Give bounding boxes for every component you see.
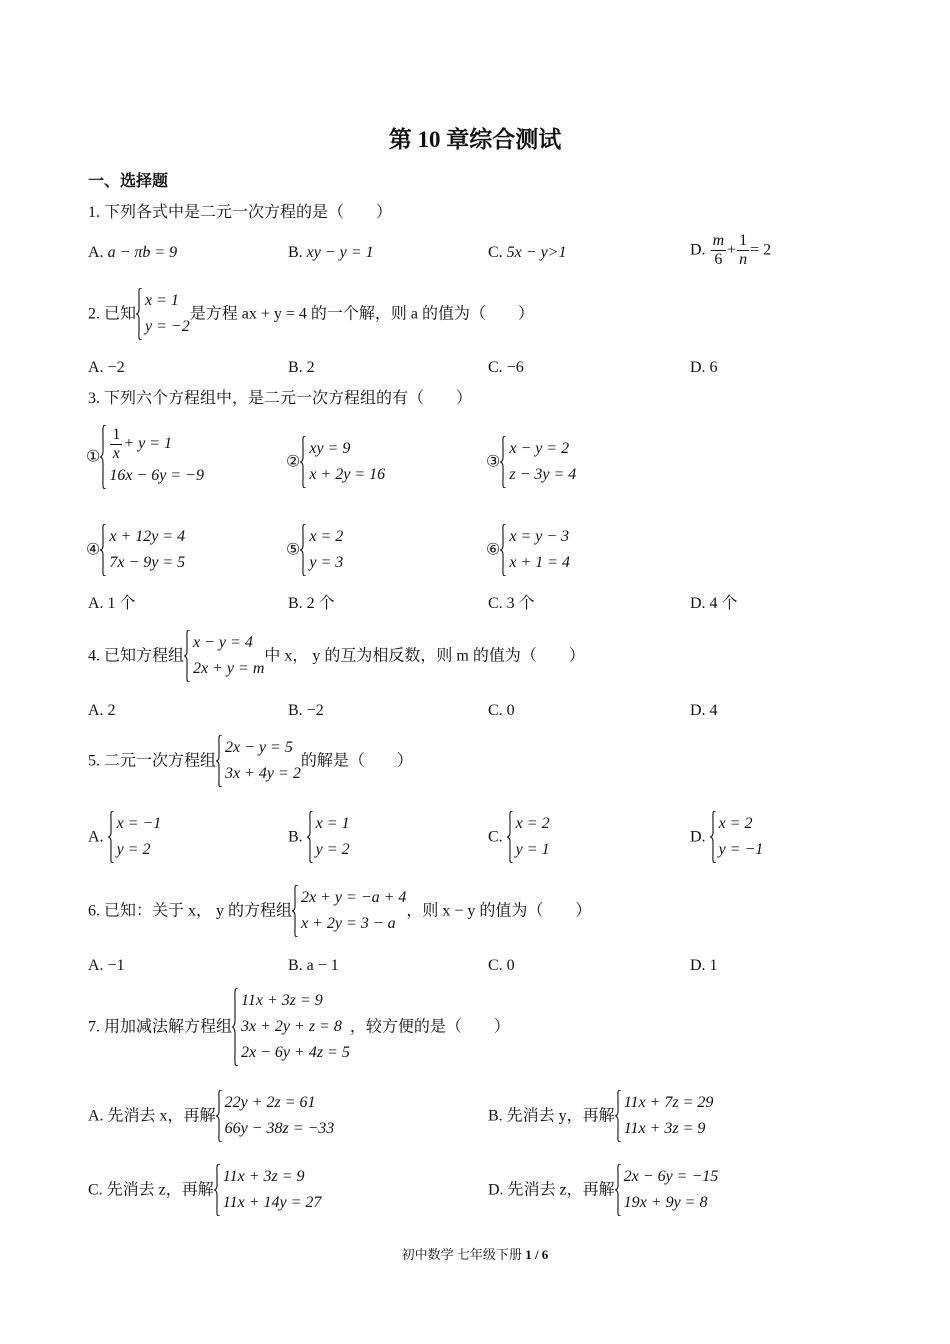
brace-icon xyxy=(300,524,306,576)
q3-system-5: ⑤ x = 2 y = 3 xyxy=(286,524,343,576)
brace-icon xyxy=(615,1164,621,1216)
question-4-stem: 4. 已知方程组 x − y = 4 2x + y = m 中 x， y 的互为相反数，则 m 的值为（ ） xyxy=(88,630,585,682)
q3-system-3: ③ x − y = 2 z − 3y = 4 xyxy=(486,436,576,488)
question-7-stem: 7. 用加减法解方程组 11x + 3z = 9 3x + 2y + z = 8 2x − 6y + 4z = 5 ，较方便的是（ ） xyxy=(88,988,510,1066)
brace-icon xyxy=(615,1090,621,1142)
brace-icon xyxy=(136,288,142,340)
q7-option-d: D. 先消去 z，再解 2x − 6y = −15 19x + 9y = 8 xyxy=(488,1164,718,1216)
page-title: 第 10 章综合测试 xyxy=(388,127,562,152)
q5-option-b: B. x = 1 y = 2 xyxy=(288,811,350,863)
brace-icon xyxy=(100,425,106,489)
q3-system-1: ① $\frac{1}{x}$ + y = 1 16x − 6y = −9 xyxy=(86,425,204,489)
q4-option-c: C. 0 xyxy=(488,702,515,719)
brace-icon xyxy=(307,811,313,863)
brace-icon xyxy=(292,885,298,937)
brace-icon xyxy=(214,1164,220,1216)
q2-option-d: D. 6 xyxy=(690,359,718,376)
q5-option-d: D. x = 2 y = −1 xyxy=(690,811,763,863)
q4-option-b: B. −2 xyxy=(288,702,324,719)
q1-option-b: B. xy − y = 1 xyxy=(288,244,374,261)
brace-icon xyxy=(216,1090,222,1142)
page-footer: 初中数学 七年级下册 1 / 6 xyxy=(401,1247,549,1262)
q2-option-a: A. −2 xyxy=(88,359,125,376)
q7-option-c: C. 先消去 z，再解 11x + 3z = 9 11x + 14y = 27 xyxy=(88,1164,321,1216)
brace-icon xyxy=(500,436,506,488)
q3-system-6: ⑥ x = y − 3 x + 1 = 4 xyxy=(486,524,570,576)
q6-option-b: B. a − 1 xyxy=(288,957,339,974)
q5-option-a: A. x = −1 y = 2 xyxy=(88,811,161,863)
q1-option-a: A. a − πb = 9 xyxy=(88,244,178,261)
brace-icon xyxy=(710,811,716,863)
page-number: 1 / 6 xyxy=(525,1247,549,1262)
section-heading: 一、选择题 xyxy=(88,173,169,190)
question-2-stem: 2. 已知 x = 1 y = −2 是方程 ax + y = 4 的一个解，则 a 的值为（ ） xyxy=(88,288,534,340)
q3-option-b: B. 2 个 xyxy=(288,595,335,612)
q2-option-c: C. −6 xyxy=(488,359,524,376)
q2-option-b: B. 2 xyxy=(288,359,315,376)
q3-option-a: A. 1 个 xyxy=(88,595,136,612)
brace-icon xyxy=(108,811,114,863)
q3-option-d: D. 4 个 xyxy=(690,595,738,612)
question-6-stem: 6. 已知：关于 x， y 的方程组 2x + y = −a + 4 x + 2y = 3 − a ，则 x − y 的值为（ ） xyxy=(88,885,591,937)
brace-icon xyxy=(100,524,106,576)
q4-option-a: A. 2 xyxy=(88,702,116,719)
q3-option-c: C. 3 个 xyxy=(488,595,535,612)
q6-option-a: A. −1 xyxy=(88,957,125,974)
q7-option-a: A. 先消去 x，再解 22y + 2z = 61 66y − 38z = −33 xyxy=(88,1090,334,1142)
q4-option-d: D. 4 xyxy=(690,702,718,719)
equation-system: x = 1 y = −2 xyxy=(136,288,190,340)
q6-option-c: C. 0 xyxy=(488,957,515,974)
question-1-stem: 1. 下列各式中是二元一次方程的是（ ） xyxy=(88,204,393,221)
question-5-stem: 5. 二元一次方程组 2x − y = 5 3x + 4y = 2 的解是（ ） xyxy=(88,735,413,787)
question-3-stem: 3. 下列六个方程组中，是二元一次方程组的有（ ） xyxy=(88,390,473,407)
brace-icon xyxy=(184,630,190,682)
q7-option-b: B. 先消去 y，再解 11x + 7z = 29 11x + 3z = 9 xyxy=(488,1090,713,1142)
q5-option-c: C. x = 2 y = 1 xyxy=(488,811,550,863)
brace-icon xyxy=(300,436,306,488)
q3-system-2: ② xy = 9 x + 2y = 16 xyxy=(286,436,385,488)
brace-icon xyxy=(507,811,513,863)
brace-icon xyxy=(500,524,506,576)
brace-icon xyxy=(216,735,222,787)
q3-system-4: ④ x + 12y = 4 7x − 9y = 5 xyxy=(86,524,185,576)
q1-option-d: D. $\frac{m}{6}$ + $\frac{1}{n}$ = 2 xyxy=(690,232,772,268)
q6-option-d: D. 1 xyxy=(690,957,718,974)
brace-icon xyxy=(232,988,238,1066)
q1-option-c: C. 5x − y>1 xyxy=(488,244,567,261)
